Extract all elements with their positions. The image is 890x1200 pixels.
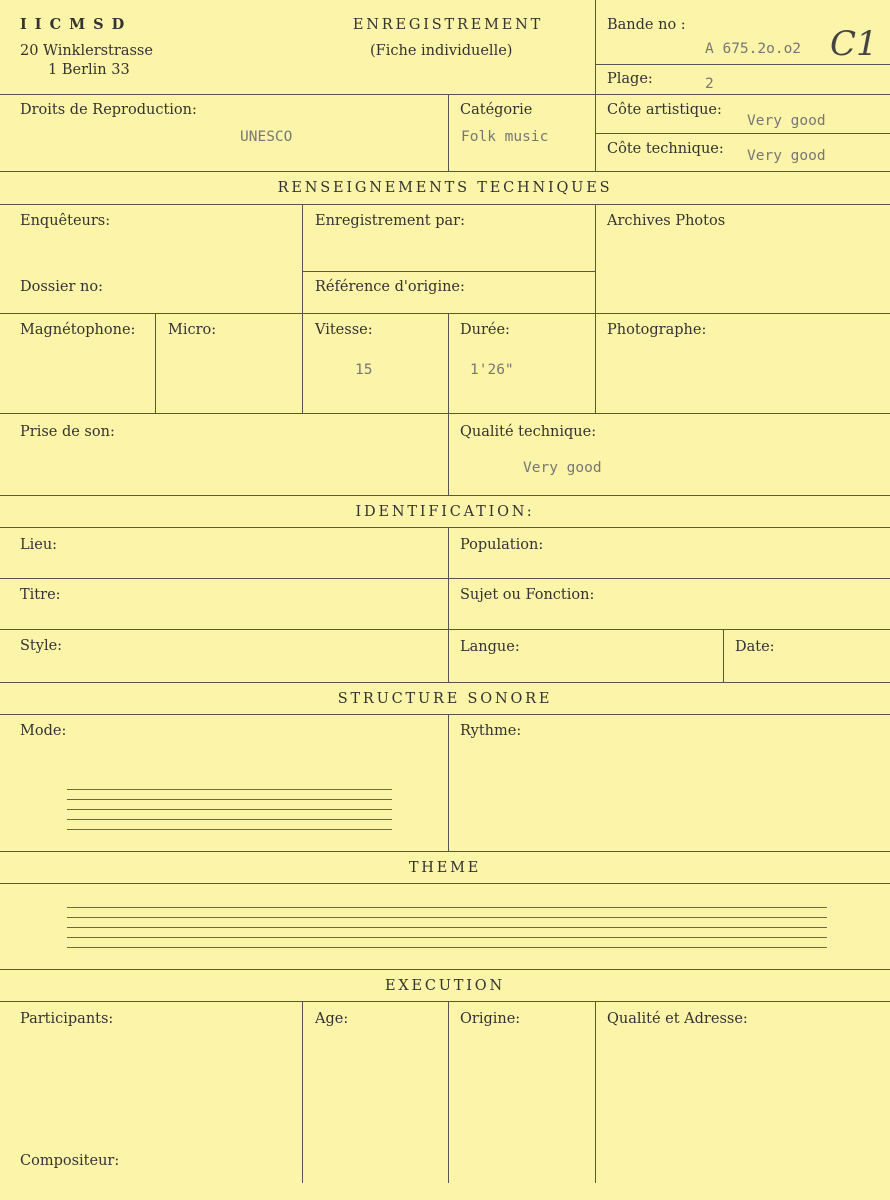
rule [0,495,890,496]
rule [0,171,890,172]
rule [0,413,890,414]
rule [0,313,890,314]
rule [302,204,303,413]
vitesse-value: 15 [355,362,373,378]
prise-de-son-label: Prise de son: [20,424,115,440]
rule [448,313,449,495]
rule [595,133,890,134]
age-label: Age: [315,1011,349,1027]
cote-artistique-label: Côte artistique: [607,102,722,118]
plage-value: 2 [705,76,714,92]
mode-staff-line [67,789,392,790]
section-heading-execution: EXECUTION [385,978,505,994]
institute-logo: IICMSD [20,16,133,33]
qualite-adresse-label: Qualité et Adresse: [607,1011,748,1027]
enqueteurs-label: Enquêteurs: [20,213,111,229]
mode-label: Mode: [20,723,67,739]
plage-label: Plage: [607,71,653,87]
section-heading-theme: THEME [408,860,482,876]
rule [0,527,890,528]
rule [155,313,156,413]
dossier-label: Dossier no: [20,279,103,295]
mode-staff-line [67,819,392,820]
address-city: 1 Berlin 33 [48,62,130,78]
sujet-label: Sujet ou Fonction: [460,587,595,603]
theme-staff-line [67,907,827,908]
mode-staff-line [67,829,392,830]
rule [448,714,449,851]
rule [0,969,890,970]
rule [0,578,890,579]
rule [595,204,596,413]
cote-artistique-value: Very good [747,113,826,129]
rule [0,682,890,683]
droits-label: Droits de Reproduction: [20,102,197,118]
qualite-technique-value: Very good [523,460,602,476]
date-label: Date: [735,639,775,655]
lieu-label: Lieu: [20,537,58,553]
rule [302,271,595,272]
rule [448,94,449,171]
bande-label: Bande no : [607,17,686,33]
population-label: Population: [460,537,544,553]
duree-value: 1'26" [470,362,514,378]
micro-label: Micro: [168,322,217,338]
titre-label: Titre: [20,587,61,603]
theme-staff-line [67,937,827,938]
style-label: Style: [20,638,63,654]
rule [0,714,890,715]
theme-staff-line [67,927,827,928]
participants-label: Participants: [20,1011,114,1027]
rule [0,851,890,852]
duree-label: Durée: [460,322,510,338]
rule [595,64,890,65]
compositeur-label: Compositeur: [20,1153,120,1169]
rule [595,1001,596,1183]
reference-label: Référence d'origine: [315,279,465,295]
langue-label: Langue: [460,639,520,655]
enregistrement-par-label: Enregistrement par: [315,213,465,229]
form-subtitle: (Fiche individuelle) [370,43,513,59]
rule [302,1001,303,1183]
section-heading-structure: STRUCTURE SONORE [337,691,553,707]
categorie-label: Catégorie [460,102,533,118]
rythme-label: Rythme: [460,723,522,739]
magnetophone-label: Magnétophone: [20,322,136,338]
cote-technique-value: Very good [747,148,826,164]
droits-value: UNESCO [240,129,293,145]
section-heading-identification: IDENTIFICATION: [355,504,535,520]
address-street: 20 Winklerstrasse [20,43,153,59]
rule [0,94,890,95]
mode-staff-line [67,809,392,810]
vitesse-label: Vitesse: [315,322,373,338]
bande-handwritten-mark: C1 [830,24,878,64]
theme-staff-line [67,947,827,948]
qualite-technique-label: Qualité technique: [460,424,597,440]
rule [0,204,890,205]
cote-technique-label: Côte technique: [607,141,724,157]
rule [448,1001,449,1183]
rule [448,527,449,682]
rule [0,1001,890,1002]
archives-photos-label: Archives Photos [607,213,726,229]
form-title: ENREGISTREMENT [352,17,544,33]
rule [0,883,890,884]
bande-value: A 675.2o.o2 [705,41,802,57]
photographe-label: Photographe: [607,322,707,338]
rule [723,629,724,682]
mode-staff-line [67,799,392,800]
rule [0,629,890,630]
origine-label: Origine: [460,1011,521,1027]
theme-staff-line [67,917,827,918]
section-heading-technique: RENSEIGNEMENTS TECHNIQUES [277,180,613,196]
categorie-value: Folk music [461,129,549,145]
